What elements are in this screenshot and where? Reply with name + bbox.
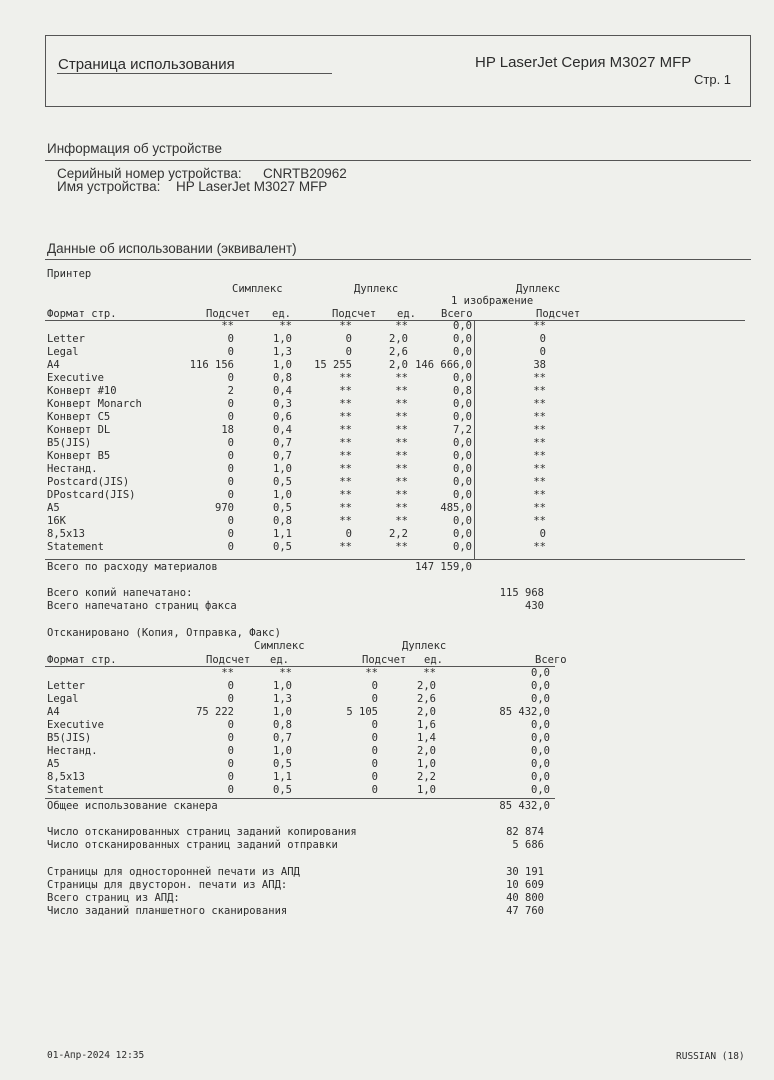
row-duplex-count: 0 xyxy=(345,333,352,345)
row-format: Нестанд. xyxy=(47,745,98,757)
row-duplex1-count: ** xyxy=(533,424,546,436)
row-format: A5 xyxy=(47,502,60,514)
row-simplex-units: 0,4 xyxy=(273,424,292,436)
row-format: Letter xyxy=(47,333,85,345)
row-total: 0,0 xyxy=(453,372,472,384)
row-simplex-count: 0 xyxy=(227,541,234,553)
row-duplex-count: 5 105 xyxy=(346,706,378,718)
row-duplex-count: 0 xyxy=(345,346,352,358)
scanned-total-value: 85 432,0 xyxy=(499,800,550,812)
scanned-simplex-header: Симплекс xyxy=(254,640,305,652)
product-name: HP LaserJet Серия M3027 MFP xyxy=(475,54,692,71)
row-simplex-count: 18 xyxy=(221,424,234,436)
row-duplex-count: 15 255 xyxy=(314,359,352,371)
scanned-duplex-header: Дуплекс xyxy=(402,640,447,652)
row-total: 0,0 xyxy=(453,541,472,553)
row-duplex1-count: ** xyxy=(533,398,546,410)
title-underline xyxy=(57,73,332,74)
page-number: Стр. 1 xyxy=(694,72,732,87)
row-simplex-units: 0,7 xyxy=(273,450,292,462)
row-format: Legal xyxy=(47,346,79,358)
row-total: 0,0 xyxy=(453,398,472,410)
row-simplex-units: 0,5 xyxy=(273,758,292,770)
row-duplex-count: ** xyxy=(339,476,352,488)
row-simplex-count: 0 xyxy=(227,693,234,705)
row-format: Executive xyxy=(47,719,104,731)
row-duplex1-count: 0 xyxy=(539,333,546,345)
copies-label: Всего копий напечатано: xyxy=(47,587,193,599)
row-total: 0,0 xyxy=(531,732,550,744)
row-duplex1-count: ** xyxy=(533,450,546,462)
row-duplex-units: ** xyxy=(395,437,408,449)
row-format: Конверт C5 xyxy=(47,411,111,423)
row-simplex-count: 0 xyxy=(227,450,234,462)
row-simplex-units: 0,6 xyxy=(273,411,292,423)
row-simplex-count: 0 xyxy=(227,333,234,345)
row-format: A4 xyxy=(47,359,60,371)
row-duplex1-count: ** xyxy=(533,541,546,553)
row-simplex-count: 0 xyxy=(227,489,234,501)
row-duplex1-count: ** xyxy=(533,437,546,449)
device-info-rule xyxy=(45,160,751,161)
row-format: A5 xyxy=(47,758,60,770)
row-total: 485,0 xyxy=(440,502,472,514)
row-duplex1-count: 0 xyxy=(539,346,546,358)
row-simplex-count: 0 xyxy=(227,732,234,744)
row-simplex-units: 0,5 xyxy=(273,502,292,514)
usage-title: Данные об использовании (эквивалент) xyxy=(47,241,297,256)
row-total: 0,8 xyxy=(453,385,472,397)
row-simplex-units: 0,7 xyxy=(273,437,292,449)
row-simplex-units: 0,3 xyxy=(273,398,292,410)
row-simplex-units: ** xyxy=(279,320,292,332)
row-duplex-count: 0 xyxy=(371,693,378,705)
summary-label: Всего страниц из АПД: xyxy=(47,892,180,904)
row-duplex-count: 0 xyxy=(371,758,378,770)
row-simplex-count: 0 xyxy=(227,719,234,731)
row-duplex-count: 0 xyxy=(371,719,378,731)
scanned-label: Отсканировано (Копия, Отправка, Факс) xyxy=(47,627,281,639)
row-duplex1-count: ** xyxy=(533,411,546,423)
row-simplex-units: 1,3 xyxy=(273,693,292,705)
row-format: Postcard(JIS) xyxy=(47,476,130,488)
row-total: 0,0 xyxy=(531,693,550,705)
device-info-title: Информация об устройстве xyxy=(47,141,222,156)
row-simplex-count: 0 xyxy=(227,346,234,358)
row-total: 0,0 xyxy=(531,771,550,783)
row-simplex-units: 0,5 xyxy=(273,784,292,796)
row-duplex-count: 0 xyxy=(371,771,378,783)
printer-column-divider xyxy=(474,320,475,560)
row-total: 85 432,0 xyxy=(499,706,550,718)
row-duplex-count: ** xyxy=(339,489,352,501)
row-duplex-units: ** xyxy=(423,667,436,679)
printer-col-duplex-units: ед. xyxy=(397,308,416,320)
row-simplex-count: 970 xyxy=(215,502,234,514)
row-simplex-units: 1,0 xyxy=(273,680,292,692)
row-total: 0,0 xyxy=(531,719,550,731)
row-format: A4 xyxy=(47,706,60,718)
scanned-col-duplex-count: Подсчет xyxy=(362,654,407,666)
scanned-col-format: Формат стр. xyxy=(47,654,117,666)
scanned-col-simplex-count: Подсчет xyxy=(206,654,251,666)
row-format: 16K xyxy=(47,515,66,527)
row-total: 0,0 xyxy=(453,346,472,358)
row-simplex-units: 0,8 xyxy=(273,515,292,527)
row-duplex-count: ** xyxy=(339,463,352,475)
row-duplex1-count: ** xyxy=(533,320,546,332)
row-simplex-units: 0,8 xyxy=(273,719,292,731)
row-total: 0,0 xyxy=(453,320,472,332)
row-duplex-count: ** xyxy=(339,437,352,449)
row-duplex-units: ** xyxy=(395,502,408,514)
row-duplex-units: 1,6 xyxy=(417,719,436,731)
printer-col-simplex-count: Подсчет xyxy=(206,308,251,320)
summary-value: 5 686 xyxy=(512,839,544,851)
serial-value: CNRTB20962 xyxy=(263,166,347,181)
row-duplex-units: ** xyxy=(395,463,408,475)
printer-col-duplex1-count: Подсчет xyxy=(536,308,581,320)
row-format: B5(JIS) xyxy=(47,732,92,744)
row-format: Statement xyxy=(47,784,104,796)
fax-label: Всего напечатано страниц факса xyxy=(47,600,237,612)
row-simplex-count: 0 xyxy=(227,476,234,488)
footer-language: RUSSIAN (18) xyxy=(676,1051,745,1062)
printer-col-total: Всего xyxy=(441,308,473,320)
row-duplex-count: 0 xyxy=(371,680,378,692)
row-format: Executive xyxy=(47,372,104,384)
row-format: Statement xyxy=(47,541,104,553)
row-duplex-units: 2,2 xyxy=(389,528,408,540)
row-simplex-units: 1,1 xyxy=(273,771,292,783)
row-simplex-count: 0 xyxy=(227,437,234,449)
row-format: DPostcard(JIS) xyxy=(47,489,136,501)
row-simplex-units: 1,0 xyxy=(273,463,292,475)
row-duplex-units: ** xyxy=(395,372,408,384)
page-title: Страница использования xyxy=(58,56,235,73)
row-simplex-count: 0 xyxy=(227,680,234,692)
row-format: Конверт #10 xyxy=(47,385,117,397)
row-format: Letter xyxy=(47,680,85,692)
row-format: 8,5x13 xyxy=(47,771,85,783)
row-total: 0,0 xyxy=(453,437,472,449)
row-simplex-count: 0 xyxy=(227,411,234,423)
row-total: 0,0 xyxy=(453,528,472,540)
row-simplex-count: 0 xyxy=(227,372,234,384)
row-simplex-count: 116 156 xyxy=(189,359,234,371)
row-simplex-units: 1,0 xyxy=(273,745,292,757)
row-duplex1-count: ** xyxy=(533,372,546,384)
row-duplex-units: 2,0 xyxy=(389,333,408,345)
row-duplex-units: ** xyxy=(395,541,408,553)
row-duplex1-count: ** xyxy=(533,476,546,488)
row-simplex-units: 0,5 xyxy=(273,541,292,553)
row-simplex-units: 0,8 xyxy=(273,372,292,384)
row-duplex-units: 1,0 xyxy=(417,784,436,796)
printer-duplex-header: Дуплекс xyxy=(354,283,399,295)
row-total: 0,0 xyxy=(453,489,472,501)
row-duplex-count: ** xyxy=(339,385,352,397)
device-name-value: HP LaserJet M3027 MFP xyxy=(176,179,328,194)
row-format: Нестанд. xyxy=(47,463,98,475)
row-total: 0,0 xyxy=(453,463,472,475)
device-name-label: Имя устройства: xyxy=(57,179,161,194)
scanned-col-simplex-units: ед. xyxy=(270,654,289,666)
row-duplex-units: ** xyxy=(395,424,408,436)
copies-value: 115 968 xyxy=(499,587,544,599)
row-total: 0,0 xyxy=(453,333,472,345)
row-duplex-count: 0 xyxy=(371,784,378,796)
row-duplex-units: ** xyxy=(395,489,408,501)
row-duplex1-count: 0 xyxy=(539,528,546,540)
summary-value: 30 191 xyxy=(506,866,544,878)
row-duplex1-count: ** xyxy=(533,515,546,527)
row-duplex-units: 2,0 xyxy=(417,745,436,757)
row-duplex-units: 1,4 xyxy=(417,732,436,744)
row-format: Конверт B5 xyxy=(47,450,111,462)
fax-value: 430 xyxy=(525,600,544,612)
row-duplex-count: ** xyxy=(365,667,378,679)
row-duplex-units: ** xyxy=(395,411,408,423)
row-duplex-count: 0 xyxy=(371,745,378,757)
row-duplex-count: ** xyxy=(339,515,352,527)
row-duplex-count: ** xyxy=(339,502,352,514)
row-duplex1-count: ** xyxy=(533,489,546,501)
row-simplex-units: 0,7 xyxy=(273,732,292,744)
summary-label: Страницы для односторонней печати из АПД xyxy=(47,866,300,878)
row-total: 0,0 xyxy=(531,667,550,679)
row-total: 0,0 xyxy=(453,450,472,462)
scanned-col-total: Всего xyxy=(535,654,567,666)
row-simplex-units: 1,0 xyxy=(273,489,292,501)
row-duplex-units: 2,0 xyxy=(417,706,436,718)
row-simplex-count: 0 xyxy=(227,528,234,540)
row-duplex-units: ** xyxy=(395,476,408,488)
summary-value: 10 609 xyxy=(506,879,544,891)
row-total: 0,0 xyxy=(453,411,472,423)
row-duplex-units: 1,0 xyxy=(417,758,436,770)
row-simplex-count: 0 xyxy=(227,745,234,757)
row-duplex-units: 2,0 xyxy=(389,359,408,371)
row-simplex-count: 75 222 xyxy=(196,706,234,718)
row-duplex1-count: ** xyxy=(533,463,546,475)
footer-date: 01-Апр-2024 12:35 xyxy=(47,1050,145,1061)
row-simplex-units: 1,0 xyxy=(273,333,292,345)
row-duplex-units: ** xyxy=(395,385,408,397)
row-simplex-units: 1,3 xyxy=(273,346,292,358)
row-simplex-count: 0 xyxy=(227,758,234,770)
printer-col-duplex-count: Подсчет xyxy=(332,308,377,320)
row-duplex-units: 2,0 xyxy=(417,680,436,692)
summary-label: Число отсканированных страниц заданий копирования xyxy=(47,826,357,838)
row-simplex-count: 0 xyxy=(227,784,234,796)
scanned-total-rule xyxy=(45,798,555,799)
row-simplex-count: 0 xyxy=(227,515,234,527)
row-simplex-count: 0 xyxy=(227,398,234,410)
row-duplex-units: ** xyxy=(395,515,408,527)
row-duplex1-count: 38 xyxy=(533,359,546,371)
row-duplex-units: 2,6 xyxy=(417,693,436,705)
row-duplex-count: ** xyxy=(339,320,352,332)
summary-label: Число заданий планшетного сканирования xyxy=(47,905,288,917)
usage-rule xyxy=(45,259,751,260)
row-total: 0,0 xyxy=(531,680,550,692)
printer-label: Принтер xyxy=(47,268,92,280)
summary-value: 47 760 xyxy=(506,905,544,917)
printer-col-format: Формат стр. xyxy=(47,308,117,320)
printer-simplex-header: Симплекс xyxy=(232,283,283,295)
row-simplex-units: 1,0 xyxy=(273,706,292,718)
summary-label: Число отсканированных страниц заданий отправки xyxy=(47,839,338,851)
row-simplex-units: 0,4 xyxy=(273,385,292,397)
row-format: Конверт DL xyxy=(47,424,111,436)
row-total: 0,0 xyxy=(531,758,550,770)
row-duplex-count: 0 xyxy=(371,732,378,744)
row-duplex-count: 0 xyxy=(345,528,352,540)
printer-duplex1-header-a: Дуплекс xyxy=(516,283,561,295)
row-format: Конверт Monarch xyxy=(47,398,142,410)
row-duplex-count: ** xyxy=(339,424,352,436)
row-duplex1-count: ** xyxy=(533,502,546,514)
row-duplex-count: ** xyxy=(339,372,352,384)
row-duplex-units: ** xyxy=(395,398,408,410)
row-duplex-units: ** xyxy=(395,450,408,462)
row-duplex-units: 2,2 xyxy=(417,771,436,783)
row-duplex-count: ** xyxy=(339,450,352,462)
printer-total-value: 147 159,0 xyxy=(415,561,472,573)
serial-label: Серийный номер устройства: xyxy=(57,166,242,181)
summary-value: 40 800 xyxy=(506,892,544,904)
row-duplex-units: 2,6 xyxy=(389,346,408,358)
row-simplex-count: ** xyxy=(221,667,234,679)
printer-total-label: Всего по расходу материалов xyxy=(47,561,218,573)
row-total: 146 666,0 xyxy=(415,359,472,371)
row-format: Legal xyxy=(47,693,79,705)
row-simplex-units: 1,1 xyxy=(273,528,292,540)
row-format: B5(JIS) xyxy=(47,437,92,449)
row-duplex-count: ** xyxy=(339,398,352,410)
row-duplex-count: ** xyxy=(339,541,352,553)
row-total: 7,2 xyxy=(453,424,472,436)
row-simplex-units: 1,0 xyxy=(273,359,292,371)
summary-value: 82 874 xyxy=(506,826,544,838)
scanned-col-duplex-units: ед. xyxy=(424,654,443,666)
row-total: 0,0 xyxy=(531,745,550,757)
row-simplex-count: 0 xyxy=(227,463,234,475)
row-duplex1-count: ** xyxy=(533,385,546,397)
row-format: 8,5x13 xyxy=(47,528,85,540)
row-total: 0,0 xyxy=(453,476,472,488)
row-simplex-units: 0,5 xyxy=(273,476,292,488)
printer-total-rule xyxy=(45,559,745,560)
row-simplex-count: 0 xyxy=(227,771,234,783)
row-simplex-count: ** xyxy=(221,320,234,332)
row-simplex-units: ** xyxy=(279,667,292,679)
row-duplex-units: ** xyxy=(395,320,408,332)
row-total: 0,0 xyxy=(453,515,472,527)
summary-label: Страницы для двусторон. печати из АПД: xyxy=(47,879,288,891)
printer-duplex1-header-b: 1 изображение xyxy=(451,295,534,307)
row-duplex-count: ** xyxy=(339,411,352,423)
scanned-total-label: Общее использование сканера xyxy=(47,800,218,812)
row-total: 0,0 xyxy=(531,784,550,796)
row-simplex-count: 2 xyxy=(227,385,234,397)
printer-col-simplex-units: ед. xyxy=(272,308,291,320)
